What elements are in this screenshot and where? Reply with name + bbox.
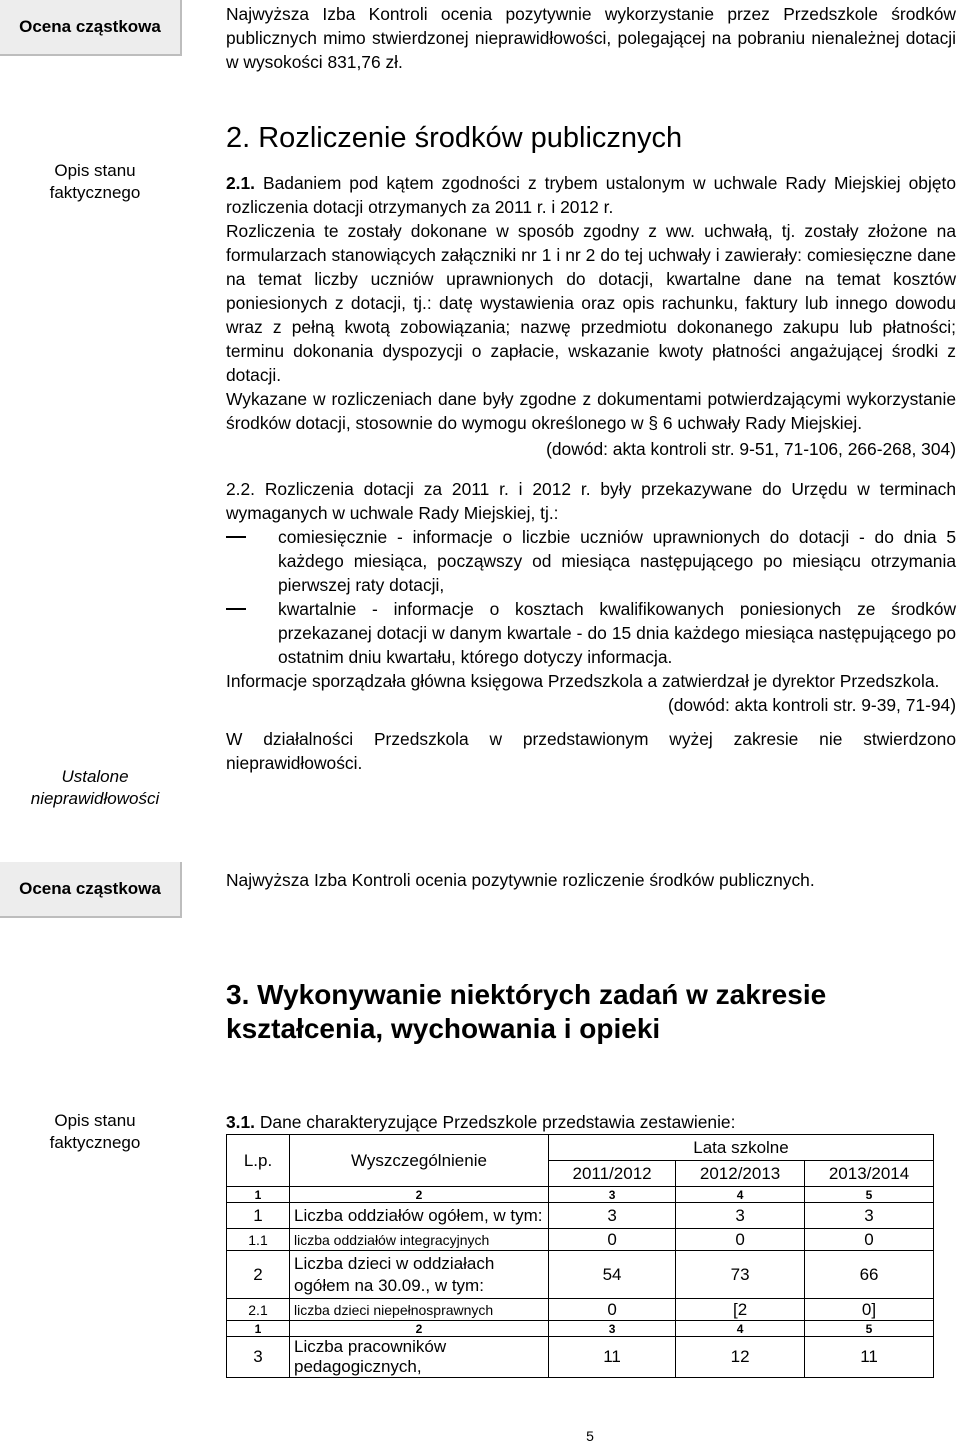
assessment-badge-label: Ocena cząstkowa — [19, 879, 161, 898]
table-row — [227, 1299, 934, 1321]
header-description: Wyszczególnienie — [290, 1135, 549, 1187]
lp-cell: 2.1 — [227, 1299, 290, 1321]
table-header-row — [227, 1135, 934, 1161]
paragraph-2-1-text: Badaniem pod kątem zgodności z trybem ustalonym w uchwale Rady Miejskiej objęto rozliczenia dotacji otrzymanych za 2011 r. i 2012 r. — [226, 173, 956, 217]
number-cell: 2 — [290, 1321, 549, 1337]
table-row — [227, 1251, 934, 1299]
lp-cell: 3 — [227, 1337, 290, 1378]
table-number-row — [227, 1321, 934, 1337]
number-cell: 1 — [227, 1187, 290, 1203]
bullet-item-2-text: kwartalnie - informacje o kosztach kwalifikowanych poniesionych ze środków przekazanej dotacji w danym kwartale - do 15 dnia każdego miesiąca następującego po ostatnim dniu kwartału, którego dotyczy informacja. — [278, 599, 956, 667]
value-cell: [2 — [676, 1299, 805, 1321]
lp-cell: 1 — [227, 1203, 290, 1229]
lp-cell: 2 — [227, 1251, 290, 1299]
value-cell: 0 — [549, 1229, 676, 1251]
header-lp: L.p. — [227, 1135, 290, 1187]
evidence-note-1: (dowód: akta kontroli str. 9-51, 71-106, 266-268, 304) — [546, 439, 956, 459]
number-cell: 1 — [227, 1321, 290, 1337]
year-cell: 2012/2013 — [676, 1161, 805, 1187]
page-number: 5 — [586, 1428, 594, 1444]
assessment-text-1 — [226, 2, 956, 74]
value-cell: 3 — [676, 1203, 805, 1229]
bullet-item-2 — [252, 597, 956, 669]
assessment-badge-1 — [0, 0, 182, 56]
paragraph-2-1 — [226, 171, 956, 219]
assessment-badge-label: Ocena cząstkowa — [19, 17, 161, 36]
description-cell: Liczba dzieci w oddziałach ogółem na 30.09., w tym: — [290, 1251, 549, 1299]
intro-paragraph: Najwyższa Izba Kontroli ocenia pozytywnie wykorzystanie przez Przedszkole środków publicznych mimo stwierdzonej nieprawidłowości, polegającej na pobraniu nienależnej dotacji w wysokości 831,76 zł. — [226, 4, 956, 72]
findings-paragraph: W działalności Przedszkola w przedstawionym wyżej zakresie nie stwierdzono nieprawidłowości. — [226, 729, 956, 773]
description-cell: liczba dzieci niepełnosprawnych — [290, 1299, 549, 1321]
table-row — [227, 1337, 934, 1378]
paragraph-3-1-number: 3.1. — [226, 1112, 256, 1132]
number-cell: 5 — [805, 1321, 934, 1337]
value-cell: 54 — [549, 1251, 676, 1299]
value-cell: 3 — [549, 1203, 676, 1229]
number-cell: 5 — [805, 1187, 934, 1203]
lp-cell: 1.1 — [227, 1229, 290, 1251]
description-cell: Liczba pracowników pedagogicznych, — [290, 1337, 549, 1378]
dash-bullet-icon — [226, 608, 246, 610]
paragraph-2-1-number: 2.1. — [226, 173, 256, 193]
value-cell: 0 — [549, 1299, 676, 1321]
paragraph-2-1-b: Rozliczenia te zostały dokonane w sposób zgodny z ww. uchwałą, tj. zostały złożone na formularzach stanowiących załączniki nr 1 i nr 2 do tej uchwały i zawierały: comiesięczne dane na temat liczby uczniów uprawnionych do dotacji, kwartalne dane na temat kosztów poniesionych z dotacji, tj.: datę wystawienia oraz opis rachunku, faktury lub innego dowodu wraz z pełną kwotą zobowiązania; nazwę przedmiotu dokonanego zakupu lub płatności; terminu dokonania dyspozycji o zapłacie, wskazanie kwoty płatności angażującej środki z dotacji. — [226, 221, 956, 385]
value-cell: 0 — [676, 1229, 805, 1251]
paragraph-2-1-c: Wykazane w rozliczeniach dane były zgodne z dokumentami potwierdzającymi wykorzystanie środków dotacji, stosownie do wymogu określonego w § 6 uchwały Rady Miejskiej. — [226, 389, 956, 433]
section-2-body — [226, 171, 956, 775]
side-label-irregularities: Ustalone nieprawidłowości — [30, 767, 160, 808]
year-cell: 2011/2012 — [549, 1161, 676, 1187]
value-cell: 0] — [805, 1299, 934, 1321]
value-cell: 66 — [805, 1251, 934, 1299]
number-cell: 4 — [676, 1321, 805, 1337]
value-cell: 12 — [676, 1337, 805, 1378]
table-row — [227, 1203, 934, 1229]
paragraph-3-1-text: Dane charakteryzujące Przedszkole przedstawia zestawienie: — [259, 1112, 736, 1132]
number-cell: 2 — [290, 1187, 549, 1203]
section-2-title: 2. Rozliczenie środków publicznych — [226, 122, 683, 154]
number-cell: 4 — [676, 1187, 805, 1203]
data-table — [226, 1134, 934, 1378]
value-cell: 3 — [805, 1203, 934, 1229]
dash-bullet-icon — [226, 536, 246, 538]
number-cell: 3 — [549, 1187, 676, 1203]
assessment-text-2: Najwyższa Izba Kontroli ocenia pozytywnie rozliczenie środków publicznych. — [226, 870, 815, 890]
value-cell: 11 — [805, 1337, 934, 1378]
side-label-facts-1: Opis stanu faktycznego — [49, 161, 141, 202]
evidence-note-2: (dowód: akta kontroli str. 9-39, 71-94) — [667, 695, 956, 715]
assessment-badge-2 — [0, 862, 182, 918]
table-number-row — [227, 1187, 934, 1203]
paragraph-3-1 — [226, 1110, 956, 1134]
bullet-item-1-text: comiesięcznie - informacje o liczbie uczniów uprawnionych do dotacji - do dnia 5 każdego miesiąca, począwszy od miesiąca następującego po miesiącu otrzymania pierwszej raty dotacji, — [278, 527, 956, 595]
year-cell: 2013/2014 — [805, 1161, 934, 1187]
number-cell: 3 — [549, 1321, 676, 1337]
paragraph-2-2: 2.2. Rozliczenia dotacji za 2011 r. i 2012 r. były przekazywane do Urzędu w terminach wymaganych w uchwale Rady Miejskiej, tj.: — [226, 479, 956, 523]
paragraph-2-2-b: Informacje sporządzała główna księgowa Przedszkola a zatwierdzał je dyrektor Przedszkola. — [226, 671, 940, 691]
table-row — [227, 1229, 934, 1251]
description-cell: Liczba oddziałów ogółem, w tym: — [290, 1203, 549, 1229]
side-label-facts-2: Opis stanu faktycznego — [49, 1111, 141, 1152]
value-cell: 11 — [549, 1337, 676, 1378]
description-cell: liczba oddziałów integracyjnych — [290, 1229, 549, 1251]
value-cell: 73 — [676, 1251, 805, 1299]
header-years: Lata szkolne — [549, 1135, 934, 1161]
value-cell: 0 — [805, 1229, 934, 1251]
section-3-title: 3. Wykonywanie niektórych zadań w zakresie kształcenia, wychowania i opieki — [226, 979, 827, 1044]
bullet-item-1 — [252, 525, 956, 597]
